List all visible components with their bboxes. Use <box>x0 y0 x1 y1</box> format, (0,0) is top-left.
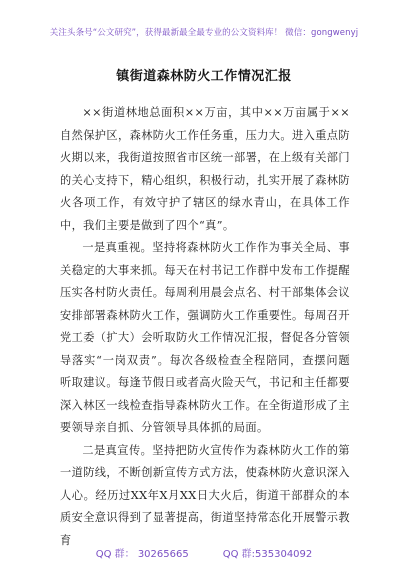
footer-qq-group-1: QQ 群： 30265665 <box>95 549 189 560</box>
footer-contact <box>0 545 408 560</box>
footer-qq-group-2: QQ 群:535304092 <box>222 549 313 560</box>
paragraph-intro: ××街道林地总面积××万亩，其中××万亩属于××自然保护区，森林防火工作任务重，压力大。进入重点防火期以来，我街道按照省市区统一部署，在上级有关部门的关心支持下，精心组织，积极行动，扎实开展了森林防火各项工作，有效守护了辖区的绿水青山，在具体工作中，我们主要是做到了四个“真”。 <box>60 106 350 232</box>
document-body <box>60 102 350 552</box>
paragraph-attention: 一是真重视。坚持将森林防火工作作为事关全局、事关稳定的大事来抓。每天在村书记工作群中发布工作提醒压实各村防火责任。每周利用晨会点名、村干部集体会议安排部署森林防火工作，强调防火工作重要性。每周召开党工委（扩大）会听取防火工作情况汇报，督促各分管领导落实“一岗双责”。每次各级检查全程陪同，查摆问题听取建议。每逢节假日或者高火险天气，书记和主任都要深入林区一线检查指导森林防火工作。在全街道形成了主要领导亲自抓、分管领导具体抓的局面。 <box>60 241 350 434</box>
paragraph-publicity: 二是真宣传。坚持把防火宣传作为森林防火工作的第一道防线，不断创新宣传方式方法，使森林防火意识深入人心。经历过XX年X月XX日大火后，街道干部群众的本质安全意识得到了显著提高，街道坚持常态化开展警示教育 <box>60 443 350 547</box>
header-promo-text: 关注头条号“公文研究”，获得最新最全最专业的公文资料库！ 微信：gongwenyj <box>49 28 359 38</box>
document-title: 镇街道森林防火工作情况汇报 <box>116 69 292 84</box>
